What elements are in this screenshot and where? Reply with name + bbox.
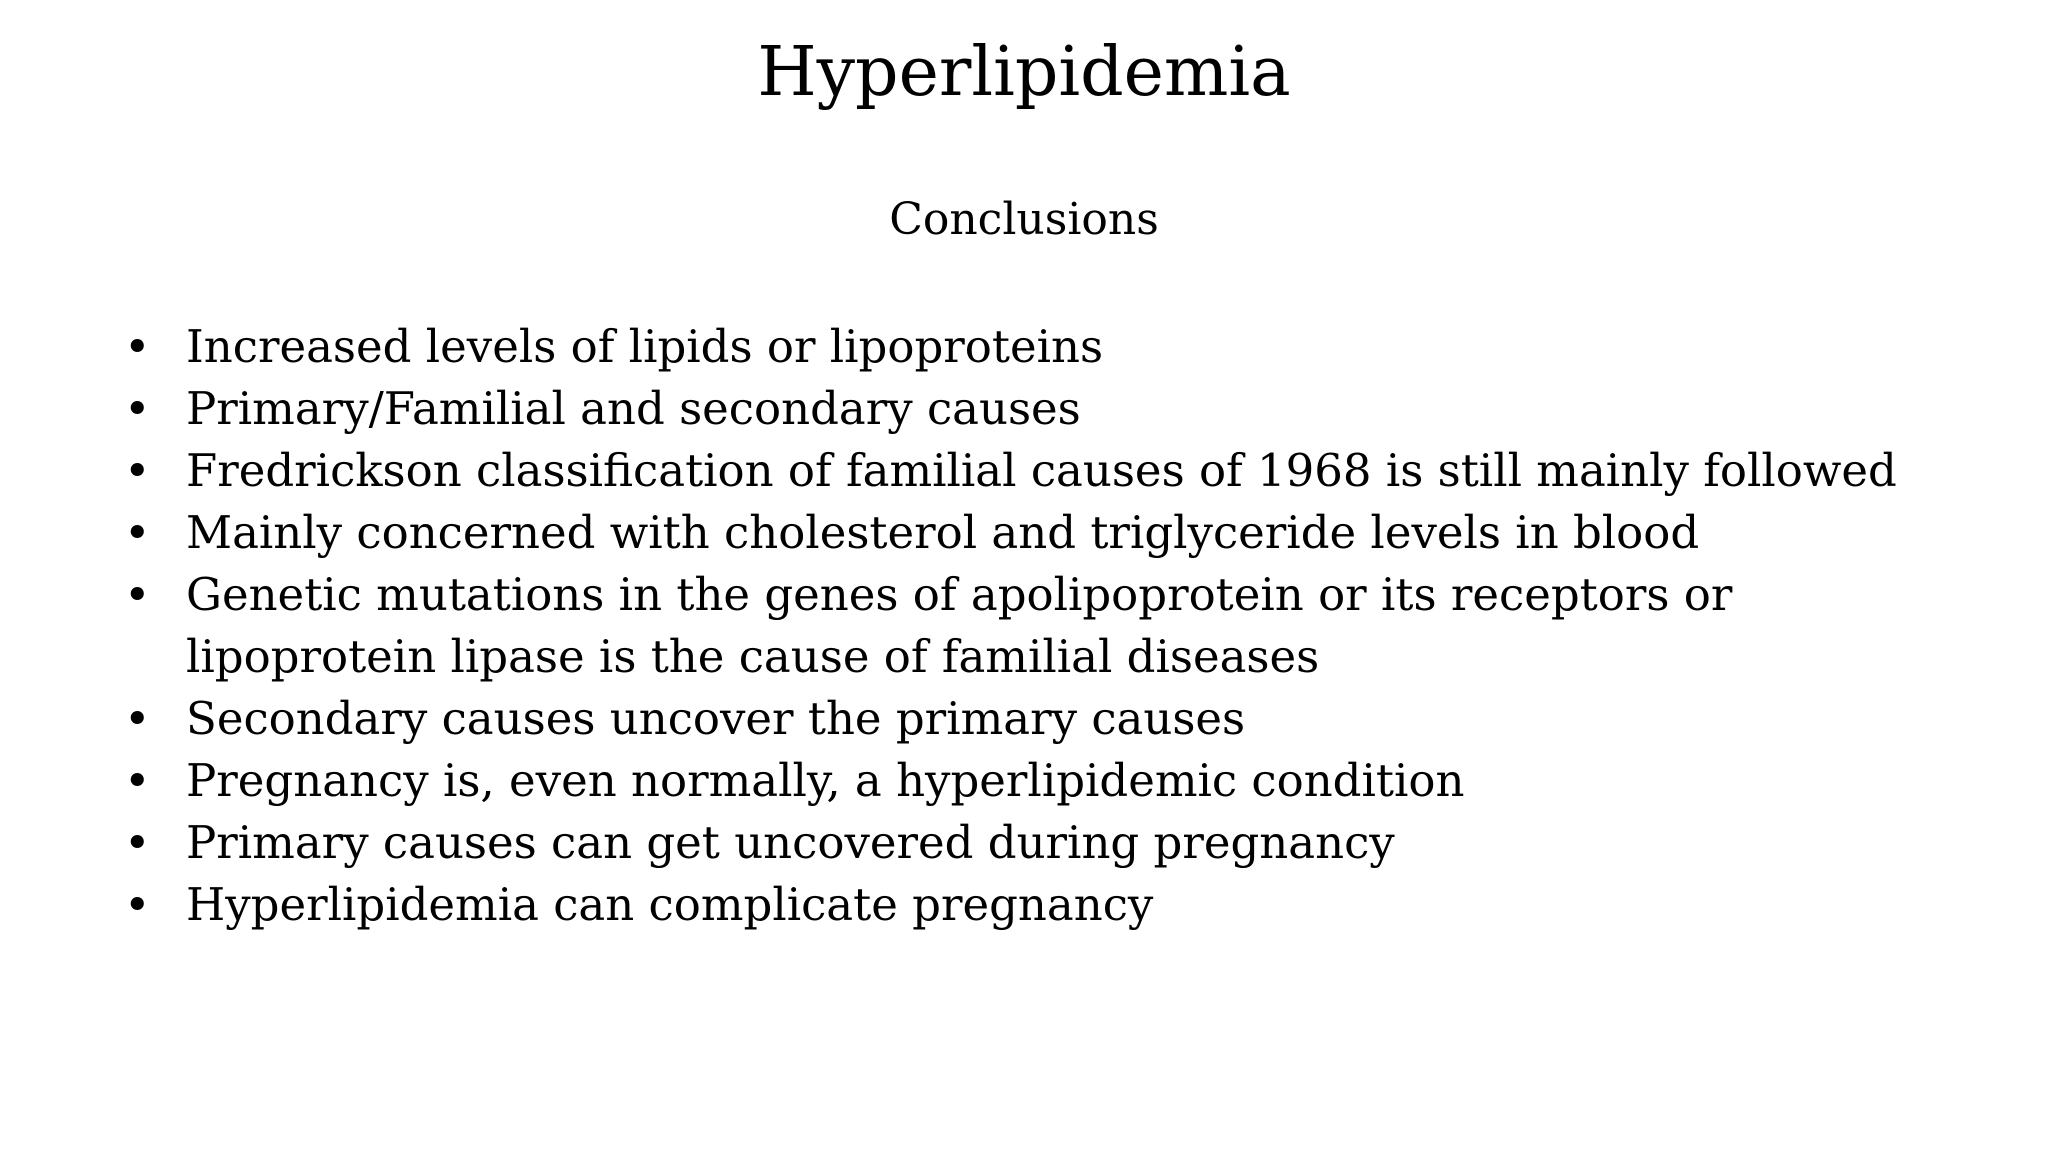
bullet-text: Primary/Familial and secondary causes	[186, 382, 1081, 435]
bullet-icon: •	[124, 816, 151, 869]
bullet-item	[120, 440, 1940, 502]
bullet-item	[120, 874, 1940, 936]
bullet-item	[120, 378, 1940, 440]
bullet-text: Pregnancy is, even normally, a hyperlipidemic condition	[186, 754, 1465, 807]
bullet-text: Genetic mutations in the genes of apolipoprotein or its receptors or lipoprotein lipase is the cause of familial diseases	[186, 568, 1733, 683]
bullet-item	[120, 688, 1940, 750]
bullet-text: Primary causes can get uncovered during pregnancy	[186, 816, 1395, 869]
bullet-item	[120, 564, 1940, 688]
bullet-icon: •	[124, 444, 151, 497]
bullet-item	[120, 316, 1940, 378]
bullet-text: Fredrickson classification of familial causes of 1968 is still mainly followed	[186, 444, 1897, 497]
bullet-item	[120, 812, 1940, 874]
bullet-text: Mainly concerned with cholesterol and triglyceride levels in blood	[186, 506, 1700, 559]
bullet-list	[120, 316, 1940, 936]
bullet-text: Hyperlipidemia can complicate pregnancy	[186, 878, 1154, 931]
bullet-text: Increased levels of lipids or lipoproteins	[186, 320, 1104, 373]
bullet-icon: •	[124, 382, 151, 435]
bullet-icon: •	[124, 320, 151, 373]
bullet-item	[120, 750, 1940, 812]
slide-title: Hyperlipidemia	[757, 33, 1291, 112]
bullet-icon: •	[124, 692, 151, 745]
bullet-icon: •	[124, 754, 151, 807]
bullet-item	[120, 502, 1940, 564]
bullet-text: Secondary causes uncover the primary causes	[186, 692, 1246, 745]
bullet-icon: •	[124, 878, 151, 931]
bullet-icon: •	[124, 568, 151, 621]
slide-subtitle: Conclusions	[889, 194, 1159, 245]
bullet-icon: •	[124, 506, 151, 559]
